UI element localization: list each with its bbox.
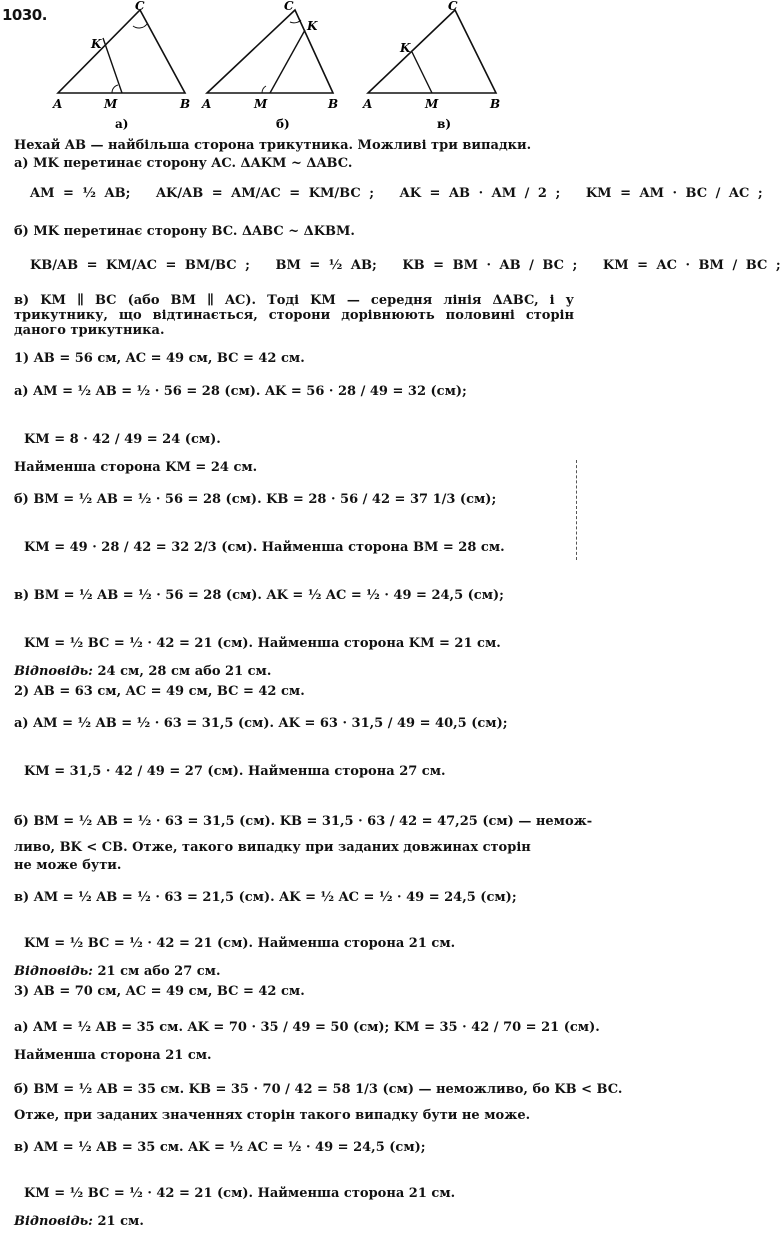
p1-c2: KM = ½ BC = ½ · 42 = 21 (см). Найменша сторона KM = 21 см.	[24, 636, 501, 651]
figure-c	[362, 0, 500, 131]
p1-a2: KM = 8 · 42 / 49 = 24 (см).	[24, 432, 221, 447]
figure-a	[52, 0, 190, 131]
label-a: A	[363, 97, 373, 111]
p2-a2: KM = 31,5 · 42 / 49 = 27 (см). Найменша сторона 27 см.	[24, 764, 446, 779]
label-a: A	[202, 97, 212, 111]
label-c: C	[135, 0, 145, 13]
p2-answer: Відповідь: 21 см або 27 см.	[14, 964, 221, 979]
margin-mark	[576, 460, 579, 560]
label-m: M	[425, 97, 439, 111]
p1-b2: KM = 49 · 28 / 42 = 32 2/3 (см). Найменша сторона BM = 28 см.	[24, 540, 505, 555]
label-k: K	[400, 41, 411, 55]
label-m: M	[104, 97, 118, 111]
p2-head: 2) AB = 63 см, AC = 49 см, BC = 42 см.	[14, 684, 305, 699]
p2-a1: а) AM = ½ AB = ½ · 63 = 31,5 (см). AK = 63 · 31,5 / 49 = 40,5 (см);	[14, 716, 508, 731]
case-a-formulas: AM = ½ AB; AK/AB = AM/AC = KM/BC ; AK = AB · AM / 2 ; KM = AM · BC / AC ;	[30, 186, 763, 201]
p3-a1: а) AM = ½ AB = 35 см. AK = 70 · 35 / 49 = 50 (см); KM = 35 · 42 / 70 = 21 (см).	[14, 1020, 600, 1035]
label-b: B	[490, 97, 501, 111]
case-b-formulas: KB/AB = KM/AC = BM/BC ; BM = ½ AB; KB = BM · AB / BC ; KM = AC · BM / BC ;	[30, 258, 781, 273]
p3-answer: Відповідь: 21 см.	[14, 1214, 144, 1229]
case-c-text: в) KM ∥ BC (або BM ∥ AC). Тоді KM — середня лінія ΔABC, і у трикутнику, що відтинається, сторони дорівнюють половині сторін даного трикутника.	[14, 293, 574, 338]
p1-a3: Найменша сторона KM = 24 см.	[14, 460, 258, 475]
p1-a1: а) AM = ½ AB = ½ · 56 = 28 (см). AK = 56 · 28 / 49 = 32 (см);	[14, 384, 467, 399]
p2-b3: не може бути.	[14, 858, 122, 873]
label-m: M	[254, 97, 268, 111]
p1-head: 1) AB = 56 см, AC = 49 см, BC = 42 см.	[14, 351, 305, 366]
case-a-text: а) MK перетинає сторону AC. ΔAKM ~ ΔABC.	[14, 156, 353, 171]
caption-c: в)	[437, 117, 452, 131]
intro-text: Нехай AB — найбільша сторона трикутника. Можливі три випадки.	[14, 138, 532, 153]
p3-b1: б) BM = ½ AB = 35 см. KB = 35 · 70 / 42 = 58 1/3 (см) — неможливо, бо KB < BC.	[14, 1082, 623, 1097]
p1-b1: б) BM = ½ AB = ½ · 56 = 28 (см). KB = 28 · 56 / 42 = 37 1/3 (см);	[14, 492, 497, 507]
label-k: K	[91, 37, 102, 51]
p3-b2: Отже, при заданих значеннях сторін такого випадку бути не може.	[14, 1108, 531, 1123]
p3-head: 3) AB = 70 см, AC = 49 см, BC = 42 см.	[14, 984, 305, 999]
case-b-text: б) MK перетинає сторону BC. ΔABC ~ ΔKBM.	[14, 224, 355, 239]
p3-c1: в) AM = ½ AB = 35 см. AK = ½ AC = ½ · 49 = 24,5 (см);	[14, 1140, 426, 1155]
p3-a2: Найменша сторона 21 см.	[14, 1048, 212, 1063]
triangle-figures	[0, 0, 584, 135]
p3-c2: KM = ½ BC = ½ · 42 = 21 (см). Найменша сторона 21 см.	[24, 1186, 456, 1201]
problem-number: 1030.	[2, 6, 47, 24]
label-b: B	[180, 97, 191, 111]
p2-b2: ливо, BK < CB. Отже, такого випадку при заданих довжинах сторін	[14, 840, 531, 855]
label-k: K	[307, 19, 318, 33]
caption-a: а)	[115, 117, 129, 131]
caption-b: б)	[276, 117, 290, 131]
label-c: C	[448, 0, 458, 13]
label-a: A	[53, 97, 63, 111]
p1-c1: в) BM = ½ AB = ½ · 56 = 28 (см). AK = ½ AC = ½ · 49 = 24,5 (см);	[14, 588, 504, 603]
label-c: C	[284, 0, 294, 13]
p2-b1: б) BM = ½ AB = ½ · 63 = 31,5 (см). KB = 31,5 · 63 / 42 = 47,25 (см) — немож-	[14, 814, 593, 829]
p1-answer: Відповідь: 24 см, 28 см або 21 см.	[14, 664, 272, 679]
p2-c1: в) AM = ½ AB = ½ · 63 = 21,5 (см). AK = ½ AC = ½ · 49 = 24,5 (см);	[14, 890, 517, 905]
p2-c2: KM = ½ BC = ½ · 42 = 21 (см). Найменша сторона 21 см.	[24, 936, 456, 951]
label-b: B	[328, 97, 339, 111]
figure-b	[201, 0, 338, 131]
